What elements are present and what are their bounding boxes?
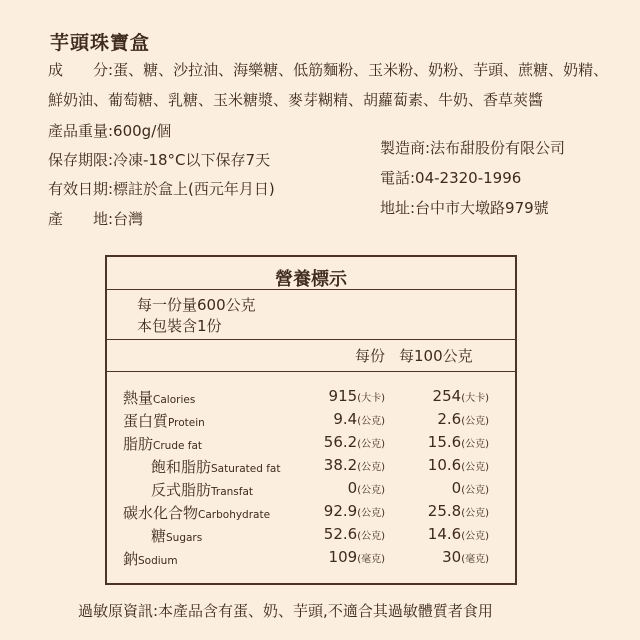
- value-unit: (公克): [461, 508, 489, 519]
- divider: [107, 339, 515, 340]
- ingredients-line-1: [48, 63, 608, 78]
- nutrient-name: [123, 410, 205, 431]
- value-unit: (公克): [357, 531, 385, 542]
- nutrition-row: [107, 479, 515, 501]
- nutrient-name-zh: 熱量: [123, 389, 154, 407]
- value-number: 14.6: [427, 525, 462, 543]
- nutrient-name: [151, 525, 202, 546]
- value-per-serving: [324, 502, 385, 520]
- nutrient-name-en: Crude fat: [153, 440, 203, 452]
- value-number: 0: [347, 479, 358, 497]
- value-number: 9.4: [333, 410, 358, 428]
- value-per-100g: [437, 410, 489, 428]
- nutrient-name-zh: 碳水化合物: [123, 504, 199, 522]
- phone-text: 電話:04-2320-1996: [380, 169, 522, 187]
- value-unit: (毫克): [461, 554, 489, 565]
- nutrient-name-en: Protein: [168, 417, 205, 429]
- address-text: 地址:台中市大墩路979號: [380, 199, 549, 217]
- storage-text: 保存期限:冷凍-18°C以下保存7天: [48, 151, 271, 169]
- nutrient-name: [151, 479, 253, 500]
- ingredients-line-2: 鮮奶油、葡萄糖、乳糖、玉米糖漿、麥芽糊精、胡蘿蔔素、牛奶、香草莢醬: [48, 91, 544, 109]
- value-number: 52.6: [323, 525, 358, 543]
- value-number: 2.6: [437, 410, 462, 428]
- nutrition-row: [107, 525, 515, 547]
- origin-value: 台灣: [113, 210, 144, 228]
- value-per-100g: [428, 525, 489, 543]
- value-number: 56.2: [323, 433, 358, 451]
- nutrition-title: 營養標示: [275, 269, 347, 290]
- value-unit: (大卡): [461, 393, 489, 404]
- value-number: 10.6: [427, 456, 462, 474]
- value-number: 38.2: [323, 456, 358, 474]
- origin-text: [48, 212, 143, 227]
- value-unit: (公克): [357, 508, 385, 519]
- nutrient-name-zh: 反式脂肪: [151, 481, 212, 499]
- nutrient-name-zh: 糖: [151, 527, 167, 545]
- value-unit: (毫克): [357, 554, 385, 565]
- product-title: 芋頭珠寶盒: [50, 32, 151, 54]
- value-number: 109: [328, 548, 358, 566]
- value-unit: (公克): [461, 439, 489, 450]
- nutrition-row: [107, 456, 515, 478]
- nutrient-name-zh: 脂肪: [123, 435, 154, 453]
- divider: [107, 371, 515, 372]
- value-per-100g: [428, 502, 489, 520]
- nutrition-row: [107, 502, 515, 524]
- value-unit: (公克): [357, 462, 385, 473]
- value-unit: (公克): [461, 462, 489, 473]
- value-per-100g: [452, 479, 489, 497]
- nutrient-name-en: Transfat: [211, 486, 254, 498]
- maker-text: 製造商:法布甜股份有限公司: [380, 139, 566, 157]
- servings-per-package: 本包裝含1份: [137, 317, 222, 335]
- value-unit: (公克): [357, 485, 385, 496]
- nutrient-name: [123, 433, 202, 454]
- value-per-serving: [333, 410, 385, 428]
- nutrient-name-zh: 鈉: [123, 550, 139, 568]
- nutrition-panel: [105, 255, 517, 585]
- nutrient-name: [123, 502, 270, 523]
- nutrient-name-en: Sodium: [138, 555, 178, 567]
- nutrition-row: [107, 433, 515, 455]
- nutrition-row: [107, 387, 515, 409]
- nutrient-name: [151, 456, 280, 477]
- value-per-serving: [348, 479, 385, 497]
- value-per-100g: [433, 387, 489, 405]
- serving-size: 每一份量600公克: [137, 296, 256, 314]
- nutrient-name-en: Carbohydrate: [198, 509, 271, 521]
- col-per-100g: 每100公克: [399, 347, 473, 365]
- nutrient-name-en: Calories: [153, 394, 196, 406]
- ingredients-text-1: 蛋、糖、沙拉油、海樂糖、低筋麵粉、玉米粉、奶粉、芋頭、蔗糖、奶精、: [113, 61, 609, 79]
- value-per-serving: [324, 456, 385, 474]
- value-per-serving: [329, 387, 385, 405]
- nutrition-row: [107, 410, 515, 432]
- value-unit: (公克): [461, 531, 489, 542]
- col-per-serving: 每份: [355, 347, 386, 365]
- value-per-100g: [428, 433, 489, 451]
- value-number: 25.8: [427, 502, 462, 520]
- value-unit: (公克): [357, 416, 385, 427]
- nutrient-name-zh: 飽和脂肪: [151, 458, 212, 476]
- nutrient-name: [123, 548, 178, 569]
- nutrient-name-zh: 蛋白質: [123, 412, 169, 430]
- nutrition-row: [107, 548, 515, 570]
- value-number: 254: [432, 387, 462, 405]
- value-number: 915: [328, 387, 358, 405]
- value-number: 0: [451, 479, 462, 497]
- origin-label: 產 地:: [48, 210, 114, 228]
- value-number: 30: [442, 548, 462, 566]
- value-unit: (公克): [461, 416, 489, 427]
- nutrient-name: [123, 387, 195, 408]
- value-per-100g: [442, 548, 489, 566]
- value-number: 92.9: [323, 502, 358, 520]
- allergen-info: 過敏原資訊:本產品含有蛋、奶、芋頭,不適合其過敏體質者食用: [78, 602, 493, 620]
- value-per-serving: [329, 548, 385, 566]
- nutrient-name-en: Saturated fat: [211, 463, 281, 475]
- value-unit: (公克): [461, 485, 489, 496]
- value-per-serving: [324, 433, 385, 451]
- weight-text: 產品重量:600g/個: [48, 122, 172, 140]
- divider: [107, 289, 515, 290]
- value-unit: (公克): [357, 439, 385, 450]
- value-number: 15.6: [427, 433, 462, 451]
- expiry-text: 有效日期:標註於盒上(西元年月日): [48, 180, 275, 198]
- value-per-serving: [324, 525, 385, 543]
- value-per-100g: [428, 456, 489, 474]
- value-unit: (大卡): [357, 393, 385, 404]
- ingredients-label: 成 分:: [48, 61, 114, 79]
- nutrient-name-en: Sugars: [166, 532, 203, 544]
